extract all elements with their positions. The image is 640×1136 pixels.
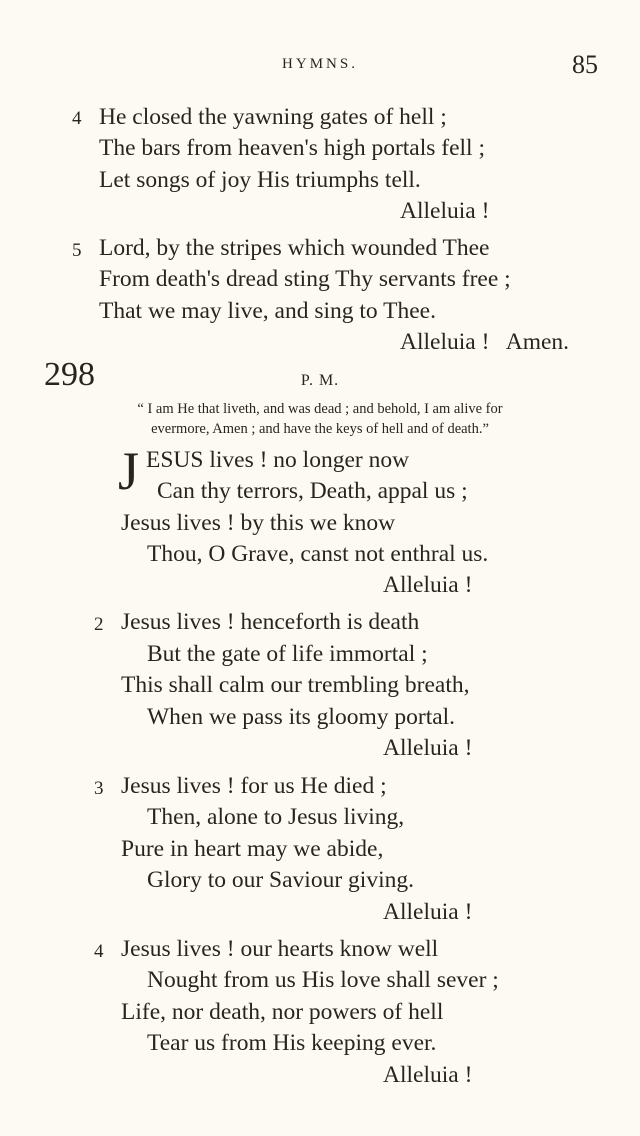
verse-line: Pure in heart may we abide, xyxy=(121,836,384,862)
verse-number: 5 xyxy=(72,240,82,261)
refrain: Alleluia ! xyxy=(383,572,473,598)
verse-line: Jesus lives ! by this we know xyxy=(121,510,396,536)
refrain: Alleluia ! xyxy=(383,899,473,925)
drop-cap: J xyxy=(118,441,140,501)
verse-line: Life, nor death, nor powers of hell xyxy=(121,999,444,1025)
verse-line: Lord, by the stripes which wounded Thee xyxy=(99,235,490,261)
refrain: Alleluia ! xyxy=(383,735,473,761)
verse-line: When we pass its gloomy portal. xyxy=(147,704,456,730)
scripture-epigraph: evermore, Amen ; and have the keys of hell and of death.” xyxy=(151,421,489,437)
verse-line: Jesus lives ! our hearts know well xyxy=(121,936,439,962)
verse-line: This shall calm our trembling breath, xyxy=(121,672,470,698)
verse-line: Jesus lives ! for us He died ; xyxy=(121,773,387,799)
verse-line: But the gate of life immortal ; xyxy=(147,641,428,667)
verse-number: 3 xyxy=(94,778,104,799)
verse-line: ESUS lives ! no longer now xyxy=(146,447,410,473)
refrain: Alleluia ! xyxy=(400,198,490,224)
verse-line: From death's dread sting Thy servants free ; xyxy=(99,266,511,292)
verse-line: Can thy terrors, Death, appal us ; xyxy=(157,478,468,504)
refrain: Alleluia ! Amen. xyxy=(400,329,570,355)
verse-line: Thou, O Grave, canst not enthral us. xyxy=(147,541,489,567)
hymn-number: 298 xyxy=(44,356,95,393)
page-number: 85 xyxy=(572,50,598,79)
verse-number: 4 xyxy=(94,941,104,962)
verse-number: 4 xyxy=(72,108,82,129)
verse-line: Tear us from His keeping ever. xyxy=(147,1030,437,1056)
verse-line: Nought from us His love shall sever ; xyxy=(147,967,499,993)
verse-line: The bars from heaven's high portals fell ; xyxy=(99,135,485,161)
verse-line: Then, alone to Jesus living, xyxy=(147,804,405,830)
hymn-meter: P. M. xyxy=(300,372,340,389)
verse-line: Jesus lives ! henceforth is death xyxy=(121,609,420,635)
refrain: Alleluia ! xyxy=(383,1062,473,1088)
verse-number: 2 xyxy=(94,614,104,635)
verse-line: Let songs of joy His triumphs tell. xyxy=(99,167,421,193)
verse-line: That we may live, and sing to Thee. xyxy=(99,298,436,324)
verse-line: Glory to our Saviour giving. xyxy=(147,867,414,893)
running-header: HYMNS. xyxy=(282,56,358,72)
verse-line: He closed the yawning gates of hell ; xyxy=(99,104,447,130)
scripture-epigraph: “ I am He that liveth, and was dead ; and behold, I am alive for xyxy=(137,401,503,417)
